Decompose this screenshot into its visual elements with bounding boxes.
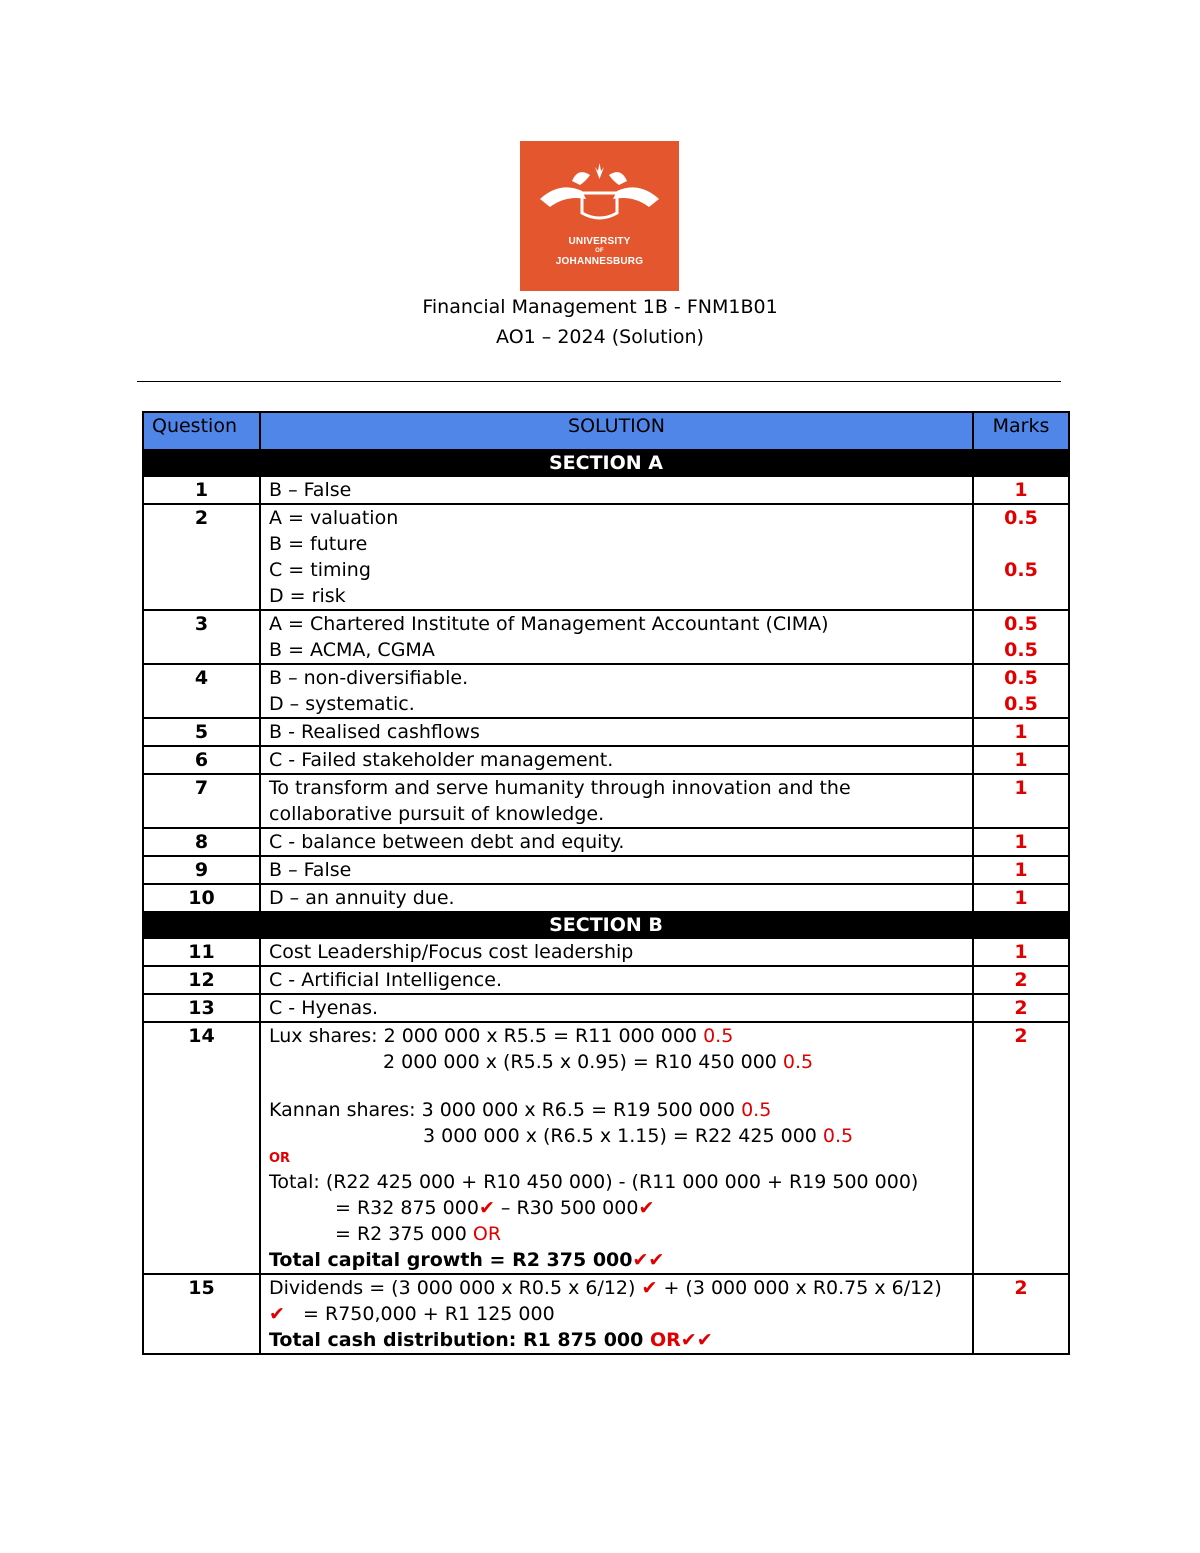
- question-number: 13: [143, 994, 260, 1022]
- question-number: 8: [143, 828, 260, 856]
- partial-mark: 0.5: [703, 1025, 734, 1047]
- answer: D – an annuity due.: [260, 884, 973, 912]
- question-number: 3: [143, 610, 260, 664]
- marks: [973, 610, 1069, 664]
- answer: C - Artificial Intelligence.: [260, 966, 973, 994]
- university-logo: [520, 141, 679, 291]
- logo-line-1: UNIVERSITY: [568, 236, 631, 247]
- document-title: Financial Management 1B - FNM1B01: [422, 296, 778, 318]
- answer: B – False: [260, 856, 973, 884]
- marks: 1: [973, 746, 1069, 774]
- marks: 1: [973, 476, 1069, 504]
- column-header-question: Question: [143, 412, 260, 450]
- answer-line: B = ACMA, CGMA: [269, 639, 435, 661]
- table-row: [143, 664, 1069, 718]
- marks: 1: [973, 856, 1069, 884]
- marks: [973, 504, 1069, 610]
- title-divider: [137, 381, 1061, 382]
- marks: [973, 664, 1069, 718]
- question-number: 12: [143, 966, 260, 994]
- question-number: 7: [143, 774, 260, 828]
- answer: C - Failed stakeholder management.: [260, 746, 973, 774]
- table-row: [143, 828, 1069, 856]
- check-icon: ✔: [638, 1197, 655, 1219]
- section-b-row: [143, 912, 1069, 938]
- table-row: [143, 856, 1069, 884]
- section-a-label: SECTION A: [143, 450, 1069, 476]
- answer-line: D = risk: [269, 585, 346, 607]
- table-row: [143, 746, 1069, 774]
- question-number: 4: [143, 664, 260, 718]
- check-icon: ✔✔: [680, 1329, 713, 1351]
- mark-line: 0.5: [1004, 507, 1038, 529]
- logo-line-3: JOHANNESBURG: [555, 256, 644, 267]
- question-number: 15: [143, 1274, 260, 1354]
- marks: 1: [973, 774, 1069, 828]
- answer: [260, 504, 973, 610]
- answer-line: Total: (R22 425 000 + R10 450 000) - (R11 000 000 + R19 500 000): [269, 1171, 919, 1193]
- table-row: [143, 1274, 1069, 1354]
- answer-total: Total capital growth = R2 375 000✔✔: [269, 1249, 665, 1271]
- logo-line-2: OF: [595, 248, 604, 254]
- answer: C - Hyenas.: [260, 994, 973, 1022]
- answer-line: To transform and serve humanity through innovation and the: [269, 777, 851, 799]
- mark-line: 0.5: [1004, 667, 1038, 689]
- answer-line: Lux shares: 2 000 000 x R5.5 = R11 000 000 0.5: [269, 1025, 734, 1047]
- question-number: 10: [143, 884, 260, 912]
- column-header-marks: Marks: [973, 412, 1069, 450]
- question-number: 11: [143, 938, 260, 966]
- mark-line: 0.5: [1004, 693, 1038, 715]
- table-row: [143, 610, 1069, 664]
- question-number: 5: [143, 718, 260, 746]
- answer-line: B – non-diversifiable.: [269, 667, 469, 689]
- section-b-label: SECTION B: [143, 912, 1069, 938]
- solution-table: [142, 411, 1070, 1355]
- answer-line: A = Chartered Institute of Management Accountant (CIMA): [269, 613, 829, 635]
- answer: [260, 774, 973, 828]
- answer-line: 3 000 000 x (R6.5 x 1.15) = R22 425 000 0.5: [423, 1125, 854, 1147]
- answer-line: C = timing: [269, 559, 371, 581]
- table-row: [143, 994, 1069, 1022]
- partial-mark: 0.5: [741, 1099, 772, 1121]
- document-subtitle: AO1 – 2024 (Solution): [496, 326, 704, 348]
- answer-line: Kannan shares: 3 000 000 x R6.5 = R19 500 000 0.5: [269, 1099, 772, 1121]
- answer: [260, 1022, 973, 1274]
- question-number: 1: [143, 476, 260, 504]
- check-icon: ✔: [269, 1303, 285, 1325]
- question-number: 6: [143, 746, 260, 774]
- question-number: 14: [143, 1022, 260, 1274]
- crest-icon: [520, 141, 679, 236]
- answer: [260, 664, 973, 718]
- or-label: OR: [269, 1151, 291, 1166]
- answer-line: = R2 375 000 OR: [335, 1223, 502, 1245]
- marks: 2: [973, 966, 1069, 994]
- partial-mark: 0.5: [822, 1125, 854, 1147]
- answer-line: 2 000 000 x (R5.5 x 0.95) = R10 450 000 0.5: [383, 1051, 814, 1073]
- or-label: OR: [472, 1223, 502, 1245]
- table-row: [143, 774, 1069, 828]
- marks: 2: [973, 1274, 1069, 1354]
- table-row: [143, 504, 1069, 610]
- answer: B - Realised cashflows: [260, 718, 973, 746]
- check-icon: ✔✔: [632, 1249, 665, 1271]
- answer: B – False: [260, 476, 973, 504]
- marks: 2: [973, 994, 1069, 1022]
- table-row: [143, 966, 1069, 994]
- question-number: 2: [143, 504, 260, 610]
- table-header-row: [143, 412, 1069, 450]
- marks: 2: [973, 1022, 1069, 1274]
- answer: [260, 610, 973, 664]
- answer: Cost Leadership/Focus cost leadership: [260, 938, 973, 966]
- table-row: [143, 938, 1069, 966]
- mark-line: 0.5: [1004, 559, 1038, 581]
- table-row: [143, 1022, 1069, 1274]
- question-number: 9: [143, 856, 260, 884]
- table-row: [143, 718, 1069, 746]
- mark-line: 0.5: [1004, 639, 1038, 661]
- marks: 1: [973, 884, 1069, 912]
- marks: 1: [973, 938, 1069, 966]
- table-row: [143, 476, 1069, 504]
- answer-line: = R32 875 000✔ – R30 500 000✔: [335, 1197, 655, 1219]
- section-a-row: [143, 450, 1069, 476]
- answer: C - balance between debt and equity.: [260, 828, 973, 856]
- mark-line: 0.5: [1004, 613, 1038, 635]
- check-icon: ✔: [478, 1197, 495, 1219]
- marks: 1: [973, 718, 1069, 746]
- column-header-solution: SOLUTION: [260, 412, 973, 450]
- marks: 1: [973, 828, 1069, 856]
- answer-line: D – systematic.: [269, 693, 415, 715]
- table-row: [143, 884, 1069, 912]
- answer-line: collaborative pursuit of knowledge.: [269, 803, 605, 825]
- answer-line: ✔ = R750,000 + R1 125 000: [269, 1303, 555, 1325]
- answer-line: B = future: [269, 533, 368, 555]
- partial-mark: 0.5: [782, 1051, 814, 1073]
- answer-line: A = valuation: [269, 507, 399, 529]
- answer-line: Dividends = (3 000 000 x R0.5 x 6/12) ✔ + (3 000 000 x R0.75 x 6/12): [269, 1277, 942, 1299]
- check-icon: ✔: [641, 1277, 658, 1299]
- answer-total: Total cash distribution: R1 875 000 OR✔✔: [269, 1329, 713, 1351]
- or-label: OR: [649, 1329, 681, 1351]
- answer: [260, 1274, 973, 1354]
